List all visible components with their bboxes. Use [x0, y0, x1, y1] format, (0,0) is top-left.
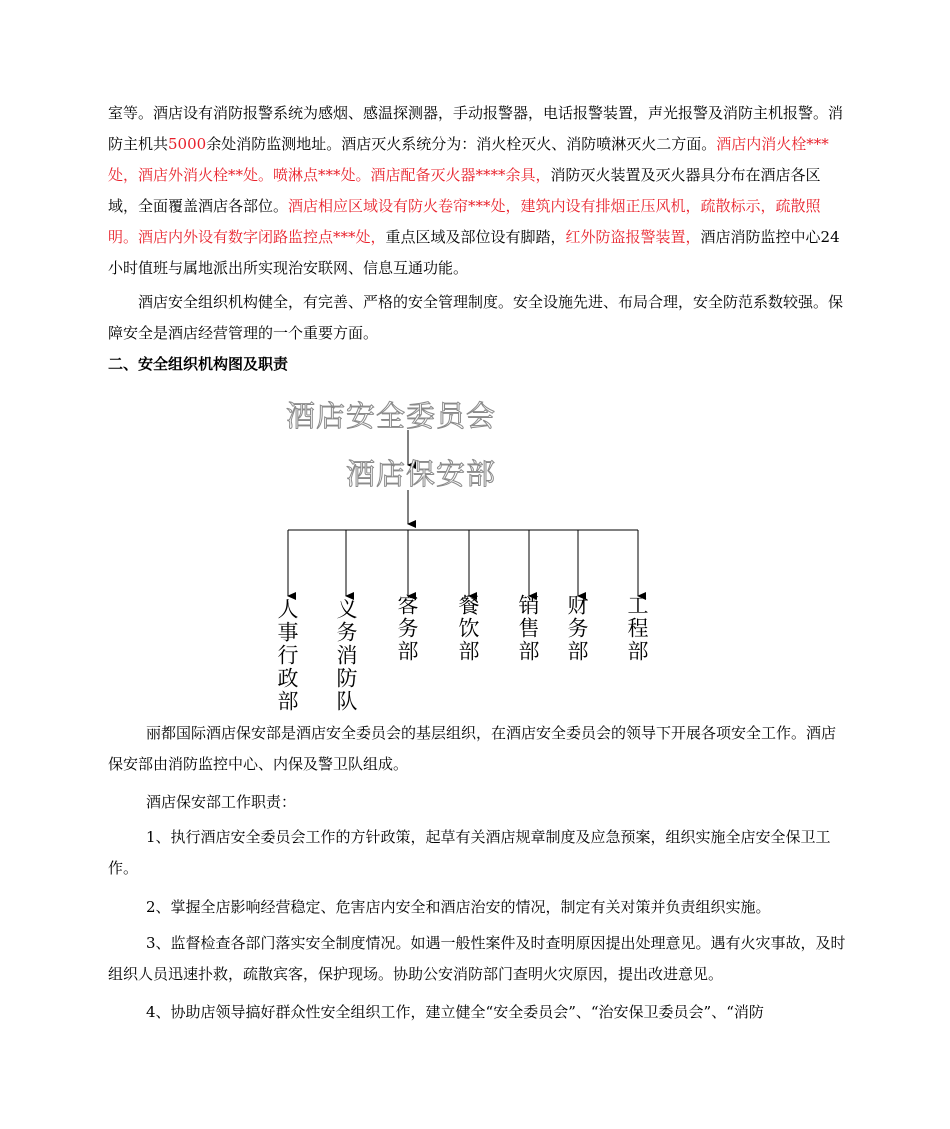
dept-node: 销售部: [516, 594, 540, 663]
red-highlight: 疏散标示，疏散照明。酒店内外设有数字闭路监控点***处，: [108, 197, 821, 246]
duty-item: 1、执行酒店安全委员会工作的方针政策，起草有关酒店规章制度及应急预案，组织实施全店安全保卫工作。: [108, 828, 831, 877]
red-highlight: 红外防盗报警装置，: [565, 228, 701, 246]
text-run: 重点区域及部位设有脚踏，: [385, 228, 566, 246]
duties-title: 酒店保安部工作职责：: [146, 793, 297, 811]
dept-node: 餐饮部: [456, 594, 480, 663]
text-run: 室等。酒店设有消防报警系统为感烟、感温探测器，手动报警器，电话报警装置，声光报警及消防主机报警。消防主机共: [108, 104, 844, 153]
dept-node: 工程部: [625, 594, 649, 663]
section-heading: 二、安全组织机构图及职责: [108, 355, 289, 373]
safety-organization-paragraph: 酒店安全组织机构健全，有完善、严格的安全管理制度。安全设施先进、布局合理，安全防范系数较强。保障安全是酒店经营管理的一个重要方面。: [108, 293, 844, 342]
duty-item: 4、协助店领导搞好群众性安全组织工作，建立健全“安全委员会”、“治安保卫委员会”、“消防: [146, 1003, 764, 1021]
dept-node: 义务消防队: [334, 598, 358, 713]
duty-item: 3、监督检查各部门落实安全制度情况。如遇一般性案件及时查明原因提出处理意见。遇有火灾事故，及时组织人员迅速扑救，疏散宾客，保护现场。协助公安消防部门查明火灾原因，提出改进意见。: [108, 934, 846, 983]
text-run: 酒店消防监控中心24小时值班与属地派出所实现治安联网、信息互通功能。: [108, 228, 840, 277]
org-mid-node: 酒店保安部: [346, 457, 497, 491]
text-run: 消防灭火装置及灭火器具分布在酒店各区域，全面覆盖酒店各部位。: [108, 166, 821, 215]
duty-item: 2、掌握全店影响经营稳定、危害店内安全和酒店治安的情况，制定有关对策并负责组织实施。: [146, 898, 771, 916]
org-top-node: 酒店安全委员会: [286, 399, 497, 433]
dept-node: 客务部: [395, 594, 419, 663]
dept-node: 人事行政部: [275, 598, 299, 713]
red-highlight: 酒店相应区域设有防火卷帘***处，建筑内设有排烟正压风机，: [288, 197, 701, 215]
red-number: 5000: [168, 135, 207, 153]
security-dept-paragraph: 丽都国际酒店保安部是酒店安全委员会的基层组织，在酒店安全委员会的领导下开展各项安全工作。酒店保安部由消防监控中心、内保及警卫队组成。: [108, 724, 837, 773]
text-run: 余处消防监测地址。酒店灭火系统分为：消火栓灭火、消防喷淋灭火二方面。: [206, 135, 717, 153]
red-highlight: 酒店内消火栓***处，酒店外消火栓**处。喷淋点***处。酒店配备灭火器****余具，: [108, 135, 829, 184]
dept-node: 财务部: [565, 594, 589, 663]
